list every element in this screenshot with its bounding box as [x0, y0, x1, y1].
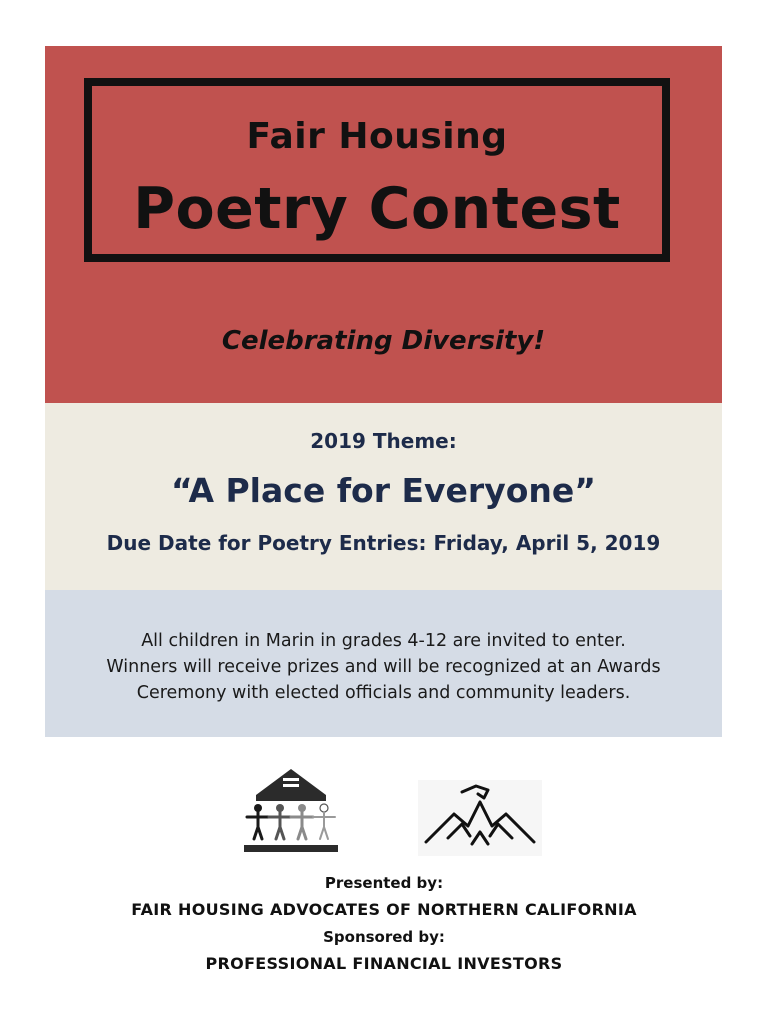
- due-date: Due Date for Poetry Entries: Friday, April 5, 2019: [106, 531, 661, 555]
- tagline: Celebrating Diversity!: [221, 326, 546, 356]
- sponsored-by-label: Sponsored by:: [323, 928, 445, 946]
- title-line-2: Poetry Contest: [133, 176, 621, 242]
- title-box: [84, 78, 670, 262]
- details-text: [65, 628, 702, 706]
- details-panel: [45, 590, 722, 737]
- eagle-mountain-icon: [418, 780, 542, 856]
- details-line-1: All children in Marin in grades 4-12 are invited to enter.: [141, 631, 626, 651]
- details-line-3: Ceremony with elected officials and community leaders.: [136, 683, 631, 703]
- fair-housing-house-people-icon: [242, 765, 340, 853]
- theme-label: 2019 Theme:: [310, 429, 457, 453]
- sponsor-name: PROFESSIONAL FINANCIAL INVESTORS: [205, 954, 563, 973]
- title-line-1: Fair Housing: [246, 116, 508, 157]
- presented-by-label: Presented by:: [324, 874, 444, 892]
- details-line-2: Winners will receive prizes and will be recognized at an Awards: [106, 657, 661, 677]
- presenter-name: FAIR HOUSING ADVOCATES OF NORTHERN CALIFORNIA: [131, 900, 637, 919]
- header-panel: [45, 46, 722, 403]
- theme-panel: [45, 403, 722, 590]
- theme-title: “A Place for Everyone”: [171, 471, 596, 510]
